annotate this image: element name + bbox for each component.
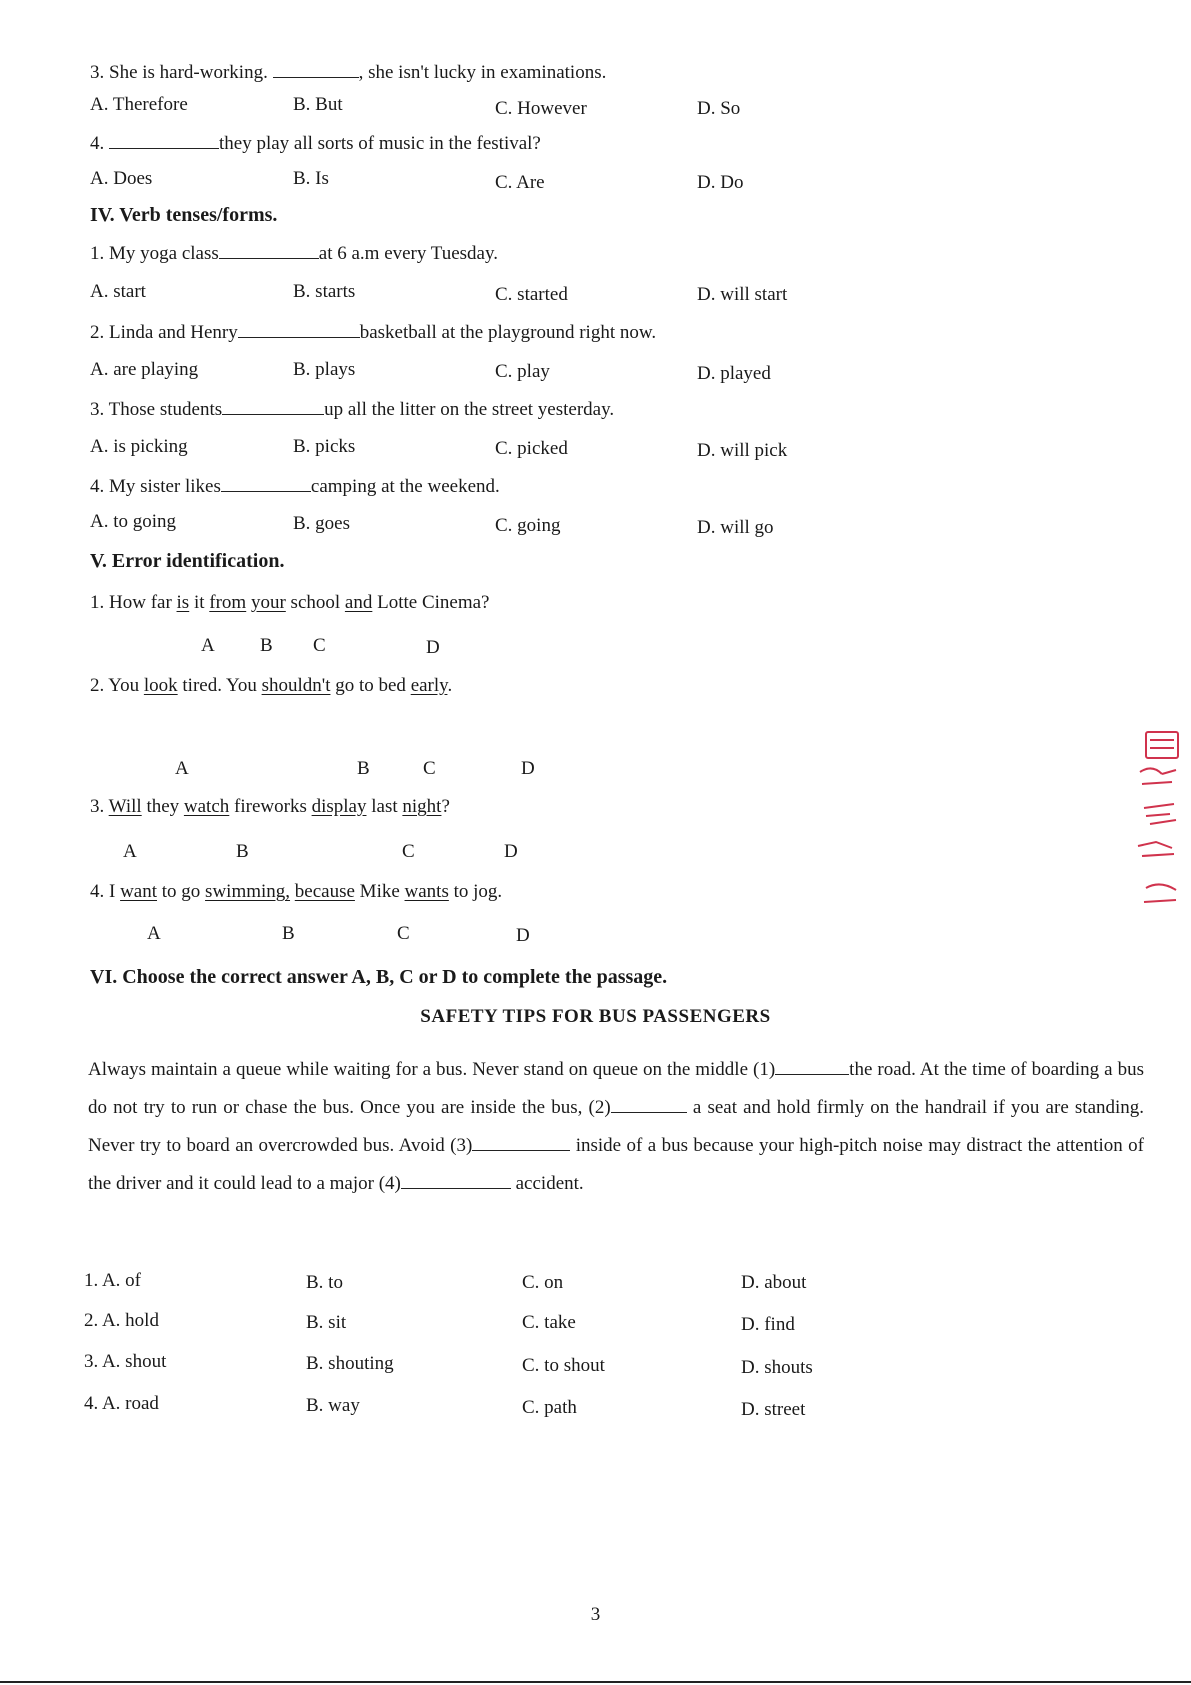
option-c: C. take: [522, 1312, 576, 1333]
option-a: A. to going: [90, 511, 177, 532]
answer-blank: [219, 241, 319, 259]
option-d: D. will go: [697, 517, 774, 538]
option-b: B. But: [293, 94, 343, 115]
option-a: 2. A. hold: [84, 1310, 159, 1331]
section-iv-q3-stem: 3. Those students up all the litter on the street yesterday.: [90, 399, 615, 420]
option-c: C. play: [495, 361, 550, 382]
option-d: D. about: [741, 1272, 807, 1293]
section-iv-q2-stem: 2. Linda and Henry basketball at the playground right now.: [90, 322, 657, 343]
option-b: B. starts: [293, 281, 356, 302]
option-b: B. to: [306, 1272, 343, 1293]
error-letter-c: C: [313, 635, 326, 656]
option-d: D. played: [697, 363, 771, 384]
section-vi-heading: VI. Choose the correct answer A, B, C or D to complete the passage.: [90, 966, 668, 988]
option-d: D. will start: [697, 284, 788, 305]
option-c: C. Are: [495, 172, 545, 193]
error-letter-a: A: [123, 841, 137, 862]
option-b: B. picks: [293, 436, 356, 457]
answer-blank: [238, 320, 360, 338]
option-d: D. Do: [697, 172, 744, 193]
section-iv-q4-stem: 4. My sister likes camping at the weekend.: [90, 476, 500, 497]
option-c: C. to shout: [522, 1355, 605, 1376]
error-letter-b: B: [282, 923, 295, 944]
answer-blank: [222, 397, 324, 415]
error-q4-sentence: 4. I want to go swimming, because Mike wants to jog.: [90, 881, 503, 902]
option-b: B. shouting: [306, 1353, 394, 1374]
error-letter-a: A: [175, 758, 189, 779]
error-letter-d: D: [516, 925, 530, 946]
blank-2: [611, 1095, 687, 1113]
error-letter-c: C: [423, 758, 436, 779]
option-c: C. However: [495, 98, 587, 119]
option-b: B. plays: [293, 359, 356, 380]
option-c: C. picked: [495, 438, 568, 459]
answer-blank: [109, 131, 219, 149]
bottom-border: [0, 1681, 1191, 1683]
error-q3-sentence: 3. Will they watch fireworks display last night?: [90, 796, 450, 817]
option-a: A. is picking: [90, 436, 188, 457]
passage-text: Always maintain a queue while waiting for a bus. Never stand on queue on the middle (1) the road. At the time of boarding a bus do not try to run or chase the bus. Once you are inside the bus, (2) a seat and hold firmly on the handrail if you are standing. Never try to board an overcrowded bus. Avoid (3) inside of a bus because your high-pitch noise may distract the attention of the driver and it could lead to a major (4) accident.: [88, 1059, 1145, 1194]
error-letter-a: A: [201, 635, 215, 656]
option-c: C. path: [522, 1397, 577, 1418]
error-letter-a: A: [147, 923, 161, 944]
blank-3: [472, 1133, 570, 1151]
error-letter-d: D: [521, 758, 535, 779]
error-letter-d: D: [504, 841, 518, 862]
passage-title: SAFETY TIPS FOR BUS PASSENGERS: [420, 1006, 771, 1027]
question-3-stem: 3. She is hard-working. , she isn't lucky in examinations.: [90, 62, 607, 83]
red-seal-stamp: [1132, 724, 1180, 914]
page-number: 3: [590, 1604, 601, 1625]
option-d: D. So: [697, 98, 741, 119]
error-letter-b: B: [236, 841, 249, 862]
option-a: A. start: [90, 281, 146, 302]
section-v-heading: V. Error identification.: [90, 550, 285, 572]
error-q1-sentence: 1. How far is it from your school and Lotte Cinema?: [90, 592, 490, 613]
option-b: B. goes: [293, 513, 350, 534]
option-c: C. going: [495, 515, 561, 536]
option-b: B. Is: [293, 168, 329, 189]
option-c: C. on: [522, 1272, 564, 1293]
error-q2-sentence: 2. You look tired. You shouldn't go to bed early.: [90, 675, 453, 696]
option-b: B. sit: [306, 1312, 347, 1333]
option-c: C. started: [495, 284, 568, 305]
section-iv-q1-stem: 1. My yoga class at 6 a.m every Tuesday.: [90, 243, 499, 264]
option-d: D. will pick: [697, 440, 788, 461]
error-letter-c: C: [402, 841, 415, 862]
option-d: D. shouts: [741, 1357, 813, 1378]
error-letter-b: B: [357, 758, 370, 779]
error-letter-b: B: [260, 635, 273, 656]
section-iv-heading: IV. Verb tenses/forms.: [90, 204, 278, 226]
blank-1: [775, 1057, 849, 1075]
answer-blank: [273, 60, 359, 78]
question-4-stem: 4. they play all sorts of music in the festival?: [90, 133, 541, 154]
option-d: D. find: [741, 1314, 795, 1335]
option-a: A. Does: [90, 168, 153, 189]
error-letter-c: C: [397, 923, 410, 944]
option-d: D. street: [741, 1399, 806, 1420]
option-a: 4. A. road: [84, 1393, 159, 1414]
option-a: A. are playing: [90, 359, 199, 380]
option-a: 1. A. of: [84, 1270, 141, 1291]
option-a: A. Therefore: [90, 94, 188, 115]
option-a: 3. A. shout: [84, 1351, 167, 1372]
blank-4: [401, 1171, 511, 1189]
answer-blank: [221, 474, 311, 492]
option-b: B. way: [306, 1395, 360, 1416]
error-letter-d: D: [426, 637, 440, 658]
